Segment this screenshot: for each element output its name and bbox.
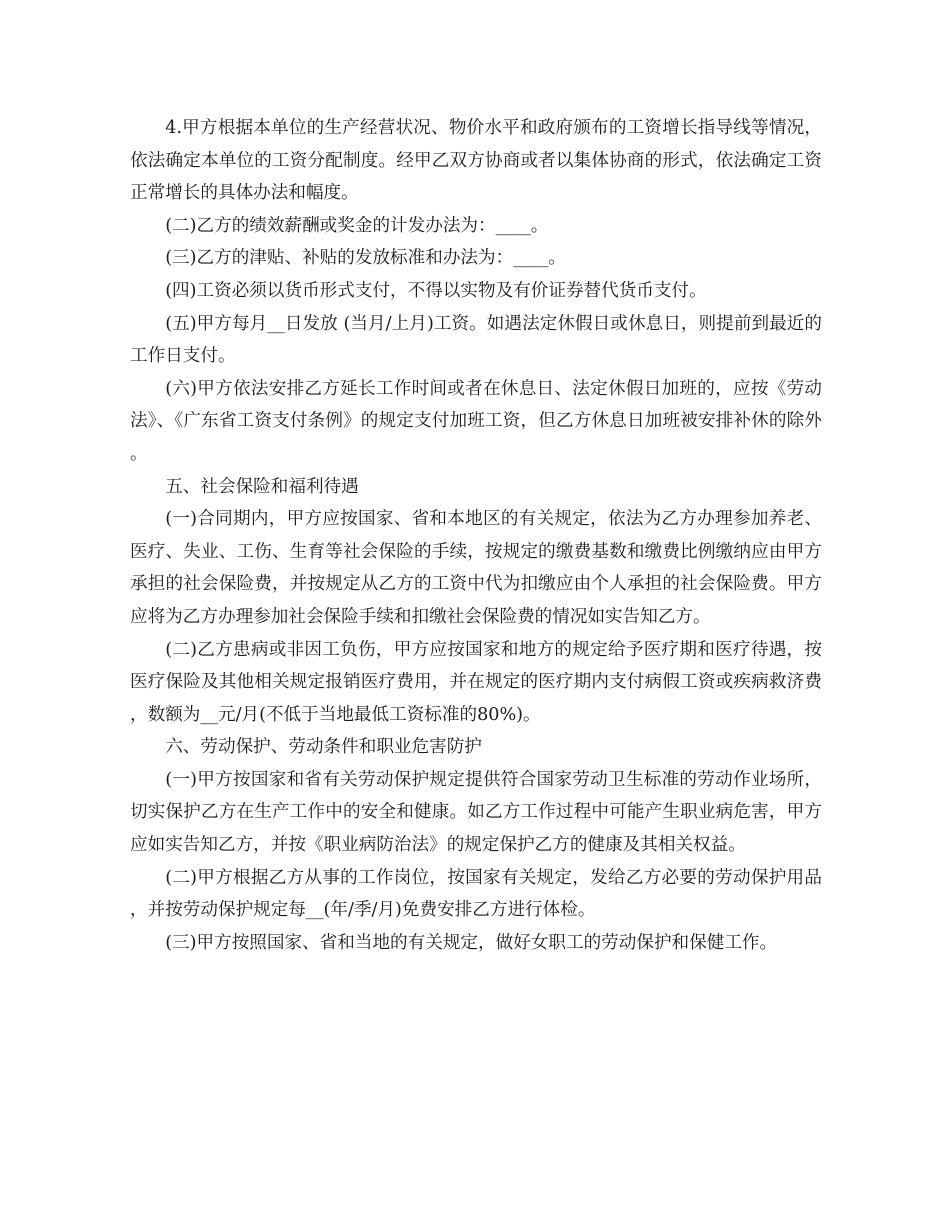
paragraph-performance-bonus: (二)乙方的绩效薪酬或奖金的计发办法为：____。 xyxy=(165,215,549,236)
paragraph-wage-distribution: 4.甲方根据本单位的生产经营状况、物价水平和政府颁布的工资增长指导线等情况，依法确定本单位的工资分配制度。经甲乙双方协商或者以集体协商的形式，依法确定工资正常增长的具体办法和幅度。 xyxy=(130,118,822,204)
paragraph-female-worker-protection: (三)甲方按照国家、省和当地的有关规定，做好女职工的劳动保护和保健工作。 xyxy=(165,932,778,953)
paragraph-workplace-safety: (一)甲方按国家和省有关劳动保护规定提供符合国家劳动卫生标准的劳动作业场所，切实保护乙方在生产工作中的安全和健康。如乙方工作过程中可能产生职业病危害，甲方应如实告知乙方，并按《职业病防治法》的规定保护乙方的健康及其相关权益。 xyxy=(130,769,822,856)
paragraph-overtime-pay: (六)甲方依法安排乙方延长工作时间或者在休息日、法定休假日加班的，应按《劳动法》、《广东省工资支付条例》的规定支付加班工资，但乙方休息日加班被安排补休的除外。 xyxy=(130,378,822,464)
section-heading-labor-protection: 六、劳动保护、劳动条件和职业危害防护 xyxy=(165,737,482,758)
paragraph-currency-payment: (四)工资必须以货币形式支付，不得以实物及有价证券替代货币支付。 xyxy=(165,280,707,301)
section-heading-social-insurance: 五、社会保险和福利待遇 xyxy=(165,476,359,497)
paragraph-social-insurance: (一)合同期内，甲方应按国家、省和本地区的有关规定，依法为乙方办理参加养老、医疗、失业、工伤、生育等社会保险的手续，按规定的缴费基数和缴费比例缴纳应由甲方承担的社会保险费，并按规定从乙方的工资中代为扣缴应由个人承担的社会保险费。甲方应将为乙方办理参加社会保险手续和扣缴社会保险费的情况如实告知乙方。 xyxy=(130,509,822,627)
paragraph-pay-date: (五)甲方每月__日发放 (当月/上月)工资。如遇法定休假日或休息日，则提前到最近的工作日支付。 xyxy=(130,313,822,367)
paragraph-allowance: (三)乙方的津贴、补贴的发放标准和办法为：____。 xyxy=(165,248,566,269)
paragraph-sick-leave: (二)乙方患病或非因工负伤，甲方应按国家和地方的规定给予医疗期和医疗待遇，按医疗保险及其他相关规定报销医疗费用，并在规定的医疗期内支付病假工资或疾病救济费，数额为__元/月(不低于当地最低工资标准的80%)。 xyxy=(130,639,822,725)
paragraph-protective-equipment: (二)甲方根据乙方从事的工作岗位，按国家有关规定，发给乙方必要的劳动保护用品，并按劳动保护规定每__(年/季/月)免费安排乙方进行体检。 xyxy=(130,867,822,921)
document-body xyxy=(130,112,822,959)
